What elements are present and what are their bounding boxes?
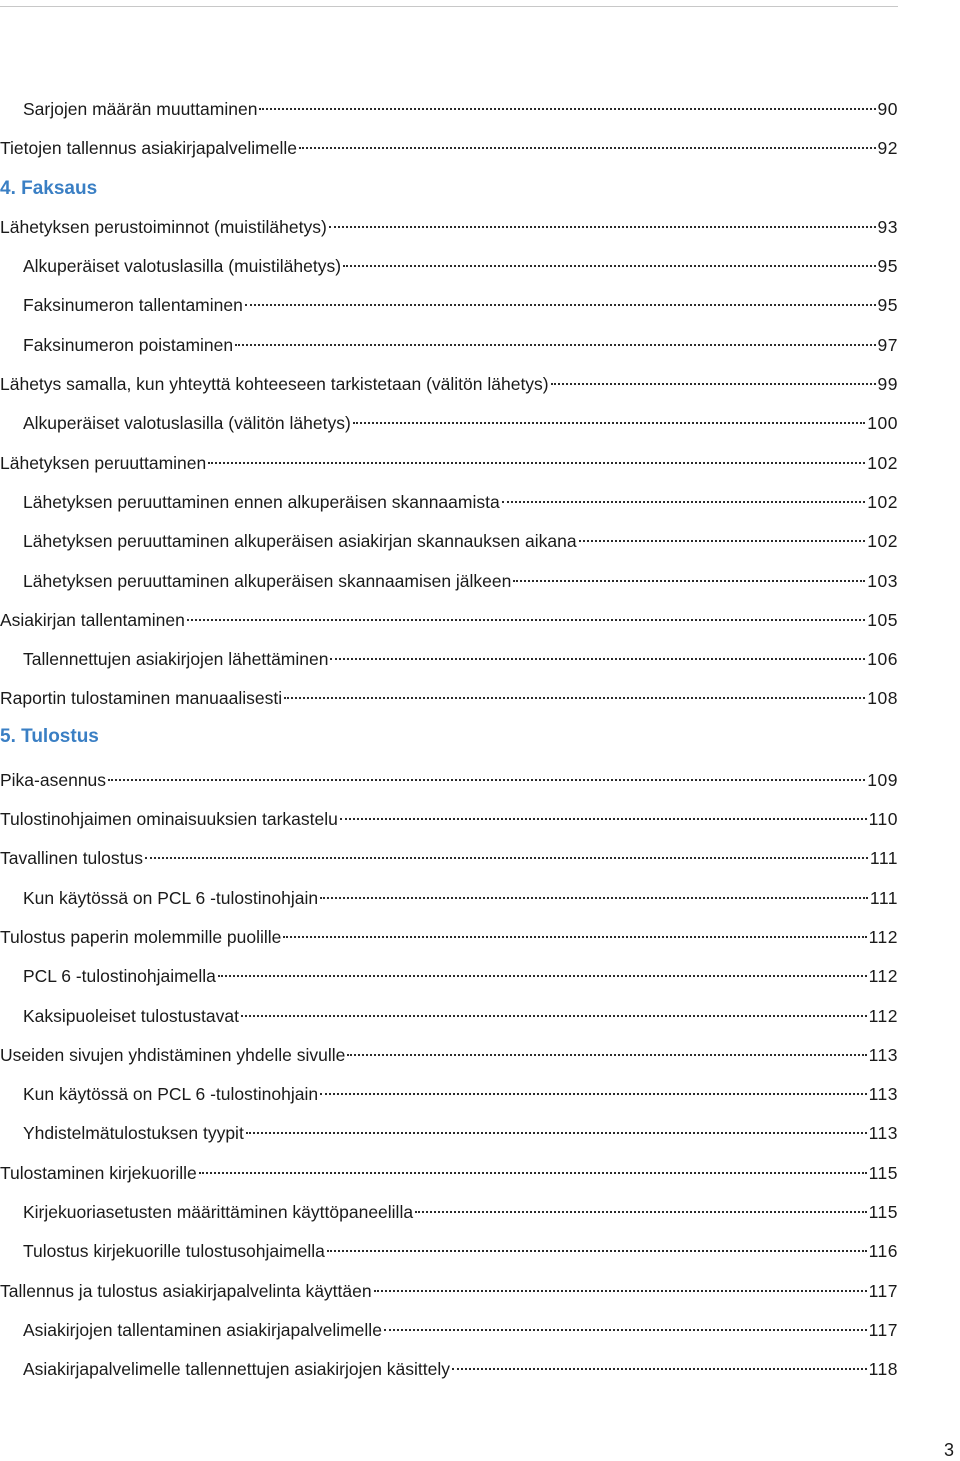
toc-entry[interactable]: [0, 679, 898, 718]
toc-entry-title: Sarjojen määrän muuttaminen: [23, 99, 258, 119]
toc-entry-page: 90: [877, 99, 898, 119]
toc-entry[interactable]: [0, 1114, 898, 1153]
dot-leader: [283, 936, 866, 938]
dot-leader: [340, 818, 867, 820]
toc-entry[interactable]: [0, 1232, 898, 1271]
dot-leader: [579, 540, 866, 542]
toc-entry-title: Kaksipuoleiset tulostustavat: [23, 1005, 239, 1026]
toc-entry[interactable]: [0, 326, 898, 365]
toc-entry[interactable]: [0, 640, 898, 679]
dot-leader: [551, 383, 876, 385]
toc-entry-page: 112: [868, 926, 898, 947]
toc-entry-title: Asiakirjojen tallentaminen asiakirjapalvelimelle: [23, 1319, 382, 1340]
toc-entry-page: 102: [867, 491, 898, 512]
dot-leader: [329, 226, 876, 228]
toc-entry-title: Kun käytössä on PCL 6 -tulostinohjain: [23, 887, 319, 908]
toc-entry-page: 112: [868, 1005, 898, 1026]
dot-leader: [284, 697, 865, 699]
toc-entry-title: Alkuperäiset valotuslasilla (muistilähetys): [23, 256, 342, 277]
toc-entry-page: 115: [868, 1162, 898, 1183]
toc-entry-title: Tulostus kirjekuorille tulostusohjaimella: [23, 1241, 325, 1262]
toc-entry-title: Lähetys samalla, kun yhteyttä kohteeseen tarkistetaan (välitön lähetys): [0, 374, 549, 395]
toc-entry-page: 113: [868, 1044, 898, 1065]
toc-entry-title: Lähetyksen perustoiminnot (muistilähetys): [0, 216, 327, 237]
toc-entry[interactable]: [0, 1075, 898, 1114]
toc-entry-title: Kun käytössä on PCL 6 -tulostinohjain: [23, 1084, 319, 1105]
dot-leader: [330, 658, 865, 660]
toc-entry-title: Tallennus ja tulostus asiakirjapalvelinta käyttäen: [0, 1280, 372, 1301]
toc-entry[interactable]: [0, 1193, 898, 1232]
toc-entry-page: 103: [867, 570, 898, 591]
toc-entry-page: 115: [868, 1202, 898, 1223]
toc-entry[interactable]: [0, 444, 898, 483]
toc-entry-title: Raportin tulostaminen manuaalisesti: [0, 688, 283, 709]
toc-entry[interactable]: [0, 208, 898, 247]
dot-leader: [145, 857, 868, 859]
toc-entry-title: Alkuperäiset valotuslasilla (välitön lähetys): [23, 413, 351, 434]
toc-entry-page: 112: [868, 966, 898, 987]
toc-entry-page: 116: [868, 1241, 898, 1262]
toc-entry[interactable]: [0, 839, 898, 878]
toc-entry[interactable]: [0, 247, 898, 286]
dot-leader: [452, 1368, 867, 1370]
toc-entry-page: 109: [867, 769, 898, 790]
toc-entry[interactable]: [0, 562, 898, 601]
toc-entry[interactable]: [0, 1154, 898, 1193]
toc-entry-title: PCL 6 -tulostinohjaimella: [23, 966, 216, 987]
dot-leader: [218, 975, 867, 977]
toc-entry[interactable]: [0, 601, 898, 640]
toc-entry-page: 118: [868, 1359, 898, 1380]
dot-leader: [245, 304, 876, 306]
dot-leader: [502, 501, 866, 503]
chapter-heading: 5. Tulostus: [0, 725, 99, 747]
toc-entry-title: Tulostus paperin molemmille puolille: [0, 926, 282, 947]
dot-leader: [347, 1054, 866, 1056]
toc-entry-page: 111: [869, 848, 898, 869]
toc-entry[interactable]: [0, 522, 898, 561]
dot-leader: [384, 1329, 867, 1331]
dot-leader: [415, 1211, 867, 1213]
toc-entry[interactable]: [0, 957, 898, 996]
toc-entry-page: 93: [877, 216, 898, 237]
dot-leader: [327, 1250, 867, 1252]
toc-entry[interactable]: [0, 1350, 898, 1389]
chapter-heading: 4. Faksaus: [0, 177, 98, 199]
toc-entry-title: Yhdistelmätulostuksen tyypit: [23, 1123, 244, 1144]
toc-entry-title: Pika-asennus: [0, 769, 107, 790]
toc-entry-title: Lähetyksen peruuttaminen ennen alkuperäisen skannaamista: [23, 491, 500, 512]
toc-entry-title: Lähetyksen peruuttaminen: [0, 452, 207, 473]
toc-entry-title: Faksinumeron tallentaminen: [23, 295, 243, 316]
toc-entry[interactable]: [0, 286, 898, 325]
toc-entry-page: 110: [868, 809, 898, 830]
toc-entry-page: 102: [867, 452, 898, 473]
toc-entry-page: 100: [867, 413, 898, 434]
dot-leader: [187, 619, 865, 621]
dot-leader: [241, 1015, 867, 1017]
dot-leader: [513, 580, 865, 582]
toc-entry[interactable]: [0, 404, 898, 443]
toc-entry[interactable]: [0, 1272, 898, 1311]
toc-entry-page: 111: [869, 887, 898, 908]
toc-entry-page: 105: [867, 609, 898, 630]
toc-entry[interactable]: [0, 918, 898, 957]
toc-entry-page: 117: [868, 1280, 898, 1301]
toc-entry[interactable]: [0, 1311, 898, 1350]
toc-entry[interactable]: [0, 90, 898, 129]
toc-entry-title: Lähetyksen peruuttaminen alkuperäisen asiakirjan skannauksen aikana: [23, 531, 577, 552]
dot-leader: [343, 265, 875, 267]
toc-entry-page: 106: [867, 649, 898, 670]
toc-entry[interactable]: [0, 129, 898, 168]
toc-entry[interactable]: [0, 879, 898, 918]
toc-entry-page: 95: [877, 256, 898, 277]
toc-entry[interactable]: [0, 1036, 898, 1075]
toc-entry-title: Tallennettujen asiakirjojen lähettäminen: [23, 649, 329, 670]
header-rule: [0, 6, 898, 7]
dot-leader: [235, 344, 875, 346]
toc-entry-page: 113: [868, 1123, 898, 1144]
toc-entry[interactable]: [0, 761, 898, 800]
toc-entry-title: Asiakirjan tallentaminen: [0, 609, 185, 630]
dot-leader: [353, 422, 866, 424]
toc-entry-title: Tavallinen tulostus: [0, 848, 143, 869]
toc-entry-page: 92: [877, 138, 898, 159]
toc-entry[interactable]: [0, 800, 898, 839]
toc-entry-page: 102: [867, 531, 898, 552]
toc-entry-title: Useiden sivujen yhdistäminen yhdelle sivulle: [0, 1044, 346, 1065]
toc-entry-title: Asiakirjapalvelimelle tallennettujen asiakirjojen käsittely: [23, 1359, 451, 1380]
toc-entry-title: Tulostinohjaimen ominaisuuksien tarkastelu: [0, 809, 338, 830]
toc-entry[interactable]: [0, 483, 898, 522]
table-of-contents: [0, 90, 898, 1390]
toc-entry[interactable]: [0, 365, 898, 404]
dot-leader: [299, 147, 876, 149]
dot-leader: [208, 462, 865, 464]
toc-entry[interactable]: [0, 997, 898, 1036]
toc-entry-page: 99: [877, 374, 898, 395]
dot-leader: [320, 897, 868, 899]
toc-entry-page: 113: [868, 1084, 898, 1105]
dot-leader: [246, 1132, 867, 1134]
dot-leader: [320, 1093, 867, 1095]
dot-leader: [199, 1172, 867, 1174]
toc-entry-page: 97: [877, 334, 898, 355]
toc-entry-title: Tietojen tallennus asiakirjapalvelimelle: [0, 138, 298, 159]
toc-entry-title: Tulostaminen kirjekuorille: [0, 1162, 197, 1183]
toc-entry-title: Kirjekuoriasetusten määrittäminen käyttöpaneelilla: [23, 1202, 414, 1223]
toc-entry-title: Faksinumeron poistaminen: [23, 334, 234, 355]
dot-leader: [108, 779, 865, 781]
toc-entry-page: 108: [867, 688, 898, 709]
toc-entry-page: 95: [877, 295, 898, 316]
page-number: 3: [943, 1440, 954, 1460]
dot-leader: [374, 1290, 867, 1292]
dot-leader: [259, 108, 875, 110]
toc-entry-page: 117: [868, 1319, 898, 1340]
toc-entry-title: Lähetyksen peruuttaminen alkuperäisen skannaamisen jälkeen: [23, 570, 512, 591]
